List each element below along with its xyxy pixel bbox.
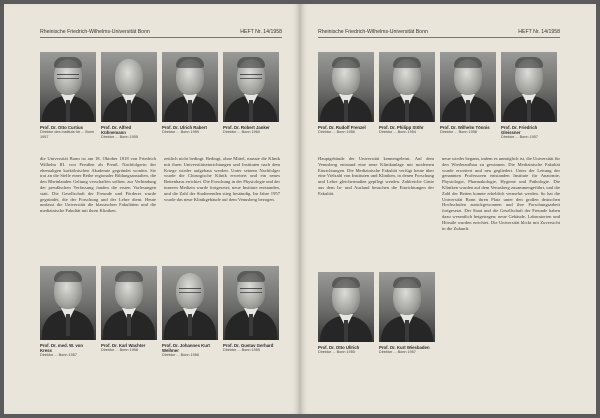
left-page [4, 4, 300, 414]
portrait-tile [162, 52, 218, 140]
portrait-name: Prof. Dr. Robert Janker [223, 125, 270, 130]
portrait-photo [501, 52, 557, 122]
portrait-name: Prof. Dr. Ulrich Rabert [162, 125, 207, 130]
portrait-photo [162, 52, 218, 122]
text-column [164, 156, 280, 258]
header-rule [318, 37, 560, 38]
paragraph: Hauptgebäude der Universität kennengelernt. Auf dem Venusberg entstand eine neue Klinikanlage mit modernen Einrichtungen. Die Medizinische Fakultät verfügt heute über eine Vielzahl von Instituten und Kliniken, in denen Forschung und Lehre gleichermaßen gepflegt werden. Zahlreiche Gäste aus dem In- und Ausland besuchen die Einrichtungen der Fakultät. [318, 156, 434, 196]
portrait-info: Direktor ... Bonn 1956 [318, 130, 355, 134]
portrait-name: Prof. Dr. Otto Curtius [40, 125, 83, 130]
body-text [40, 156, 280, 258]
portrait-tile [440, 52, 496, 140]
portrait-info: Direktor ... Bonn 1959 [162, 130, 199, 134]
right-page [300, 4, 596, 414]
text-column [40, 156, 156, 258]
body-text [318, 156, 434, 256]
portrait-photo [318, 272, 374, 342]
portrait-name: Prof. Dr. Gustav Gerhard [223, 343, 274, 348]
portrait-tile [40, 52, 96, 140]
issue-number: HEFT Nr. 14/1958 [240, 29, 282, 35]
paragraph: die Universität Bonn ist am 18. Oktober 1818 von Friedrich Wilhelm III. von Preußen als Preuß. Nachfolgerin der ehemaligen kurkölnischen Akademie gegründet worden. Sie trat an die Stelle einer Reihe regionaler Bildungsanstalten, die den Rheinlanden Geltung verschaffen sollten; zur Verbindung der preußischen Verfassung fanden die ersten Vorlesungen statt. Die Gesellschaft der Freunde und Förderer wurde gegründet, die der Forschung und der Lehre dient. Heute umfasst die Universität die klassischen Fakultäten und die medizinische Fakultät mit ihren Kliniken. [40, 156, 156, 214]
portrait-caption [101, 125, 157, 140]
portrait-caption [379, 125, 435, 135]
portrait-caption [162, 343, 218, 358]
portrait-tile [223, 266, 279, 358]
portrait-caption [101, 343, 157, 353]
portrait-info: Direktor ... Bonn 1954 [379, 130, 416, 134]
portrait-caption [379, 345, 435, 355]
portrait-info: Direktor des Instituts für ... Bonn 1957 [40, 130, 95, 139]
publication-name: Rheinische Friedrich-Wilhelms-Universität Bonn [318, 29, 428, 35]
portrait-photo [101, 52, 157, 122]
portrait-row-bottom [40, 266, 279, 358]
portrait-caption [162, 125, 218, 135]
portrait-caption [223, 125, 279, 135]
portrait-name: Prof. Dr. Friedrich Gleissner [501, 125, 538, 135]
running-header [318, 28, 560, 36]
running-header [40, 28, 282, 36]
text-column [318, 156, 434, 256]
portrait-tile [223, 52, 279, 140]
portrait-name: Prof. Dr. Kurt Wiesbaden [379, 345, 430, 350]
portrait-photo [40, 266, 96, 340]
portrait-photo [318, 52, 374, 122]
portrait-photo [379, 52, 435, 122]
portrait-photo [379, 272, 435, 342]
portrait-info: Direktor ... Bonn 1955 [223, 348, 260, 352]
portrait-row-top [318, 52, 557, 140]
paragraph: neue wieder begann, indem es unmöglich ist, die Universität für den Wiederaufbau zu gewinnen. Die Medizinische Fakultät wurde erweitert und neu gegliedert. Unter der Leitung der genannten Professoren entstanden Institute für Anatomie, Physiologie, Pharmakologie, Hygiene und Pathologie. Die Kliniken wurden auf dem Venusberg zusammengeführt, und die Zahl der Betten konnte erheblich vermehrt werden. So hat die Universität Bonn ihren Platz unter den großen deutschen Hochschulen zurückgewonnen und ihre Forschungsarbeit fortgesetzt. Der Staat und die Gesellschaft der Freunde haben dazu wesentlich beigetragen; neue Gebäude, Laboratorien und Hörsäle wurden errichtet. Die Universität blickt mit Zuversicht in die Zukunft. [442, 156, 560, 231]
portrait-info: Direktor ... Bonn 1955 [101, 135, 138, 139]
portrait-tile [101, 266, 157, 358]
portrait-photo [40, 52, 96, 122]
portrait-name: Prof. Dr. Alfred Kühnemann [101, 125, 132, 135]
issue-number: HEFT Nr. 14/1958 [518, 29, 560, 35]
portrait-name: Prof. Dr. Johannes Kurt Weihner [162, 343, 210, 353]
portrait-photo [440, 52, 496, 122]
portrait-info: Direktor ... Bonn 1960 [223, 130, 260, 134]
publication-name: Rheinische Friedrich-Wilhelms-Universität Bonn [40, 29, 150, 35]
portrait-tile [379, 272, 435, 355]
portrait-tile [318, 272, 374, 355]
portrait-tile [40, 266, 96, 358]
portrait-name: Prof. Dr. med. W. von Kress [40, 343, 83, 353]
portrait-name: Prof. Dr. Otto Ullrich [318, 345, 360, 350]
header-rule [40, 37, 282, 38]
portrait-tile [162, 266, 218, 358]
portrait-row-top [40, 52, 279, 140]
portrait-row-bottom [318, 272, 435, 355]
portrait-name: Prof. Dr. Karl Wachter [101, 343, 146, 348]
portrait-photo [223, 266, 279, 340]
portrait-tile [501, 52, 557, 140]
portrait-caption [318, 125, 374, 135]
portrait-photo [223, 52, 279, 122]
portrait-tile [101, 52, 157, 140]
portrait-name: Prof. Dr. Wilhelm Tönnis [440, 125, 490, 130]
portrait-caption [40, 343, 96, 358]
paragraph: zeitlich nicht bedingt. Bedingt, ohne Mittel, musste die Klinik mit ihren Universitätseinrichtungen und Instituten nach dem Kriege wieder aufgebaut werden. Unter seinem Nachfolger wurde die Chirurgische Klinik erweitert und ein neues Bettenhaus errichtet. Die Forschung in der Physiologie und der inneren Medizin wurde fortgesetzt; neue Institute entstanden, und die Zahl der Studierenden stieg beständig. Im Jahre 1957 wurde das neue Klinikgebäude auf dem Venusberg bezogen. [164, 156, 280, 202]
portrait-tile [318, 52, 374, 140]
magazine-spread [4, 4, 596, 414]
portrait-info: Direktor ... Bonn 1957 [501, 135, 538, 139]
portrait-caption [40, 125, 96, 139]
text-column [442, 156, 560, 404]
portrait-info: Direktor ... Bonn 1955 [318, 350, 355, 354]
portrait-info: Direktor ... Bonn 1956 [162, 353, 199, 357]
portrait-info: Direktor ... Bonn 1958 [101, 348, 138, 352]
portrait-caption [318, 345, 374, 355]
body-text-right [442, 156, 560, 404]
portrait-tile [379, 52, 435, 140]
portrait-info: Direktor ... Bonn 1957 [379, 350, 416, 354]
portrait-caption [223, 343, 279, 353]
portrait-photo [101, 266, 157, 340]
portrait-info: Direktor ... Bonn 1958 [440, 130, 477, 134]
portrait-info: Direktor ... Bonn 1957 [40, 353, 77, 357]
portrait-caption [501, 125, 557, 140]
portrait-name: Prof. Dr. Philipp Stöhr [379, 125, 424, 130]
portrait-name: Prof. Dr. Rudolf Frenzel [318, 125, 366, 130]
portrait-caption [440, 125, 496, 135]
portrait-photo [162, 266, 218, 340]
